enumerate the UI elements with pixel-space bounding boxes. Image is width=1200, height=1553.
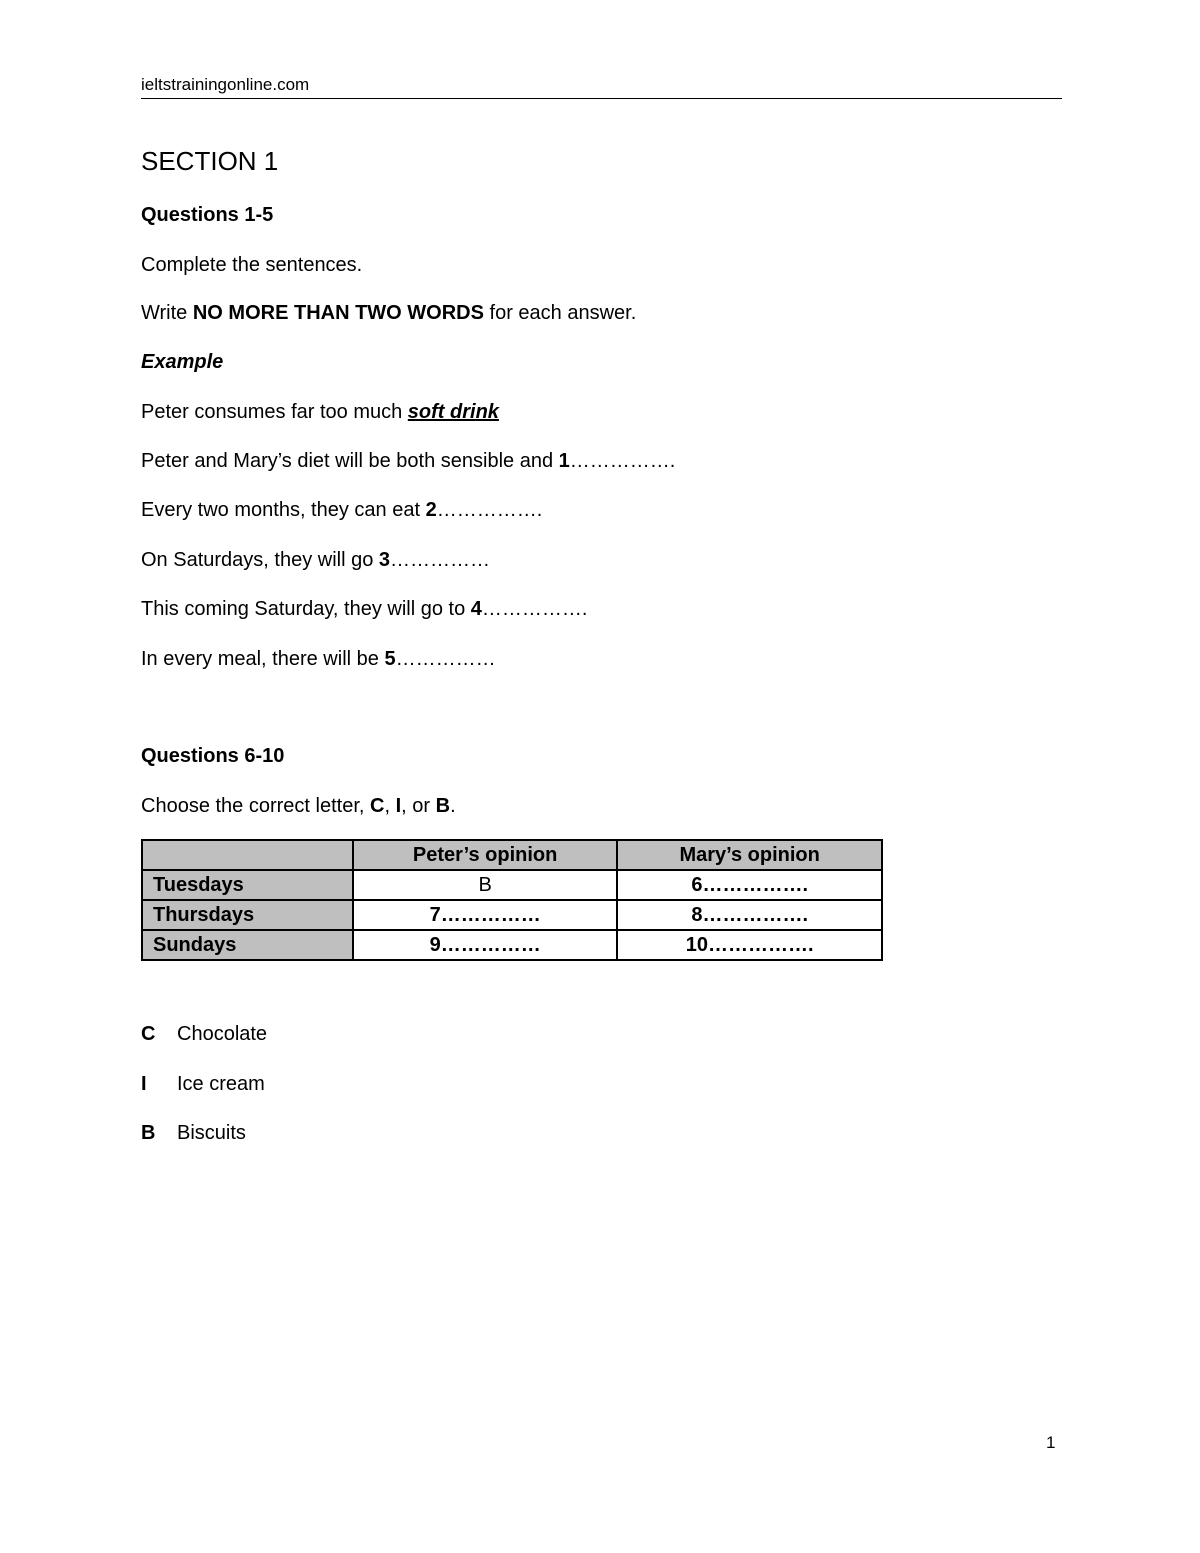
question-3: On Saturdays, they will go 3…………… [141,549,491,571]
option-ice-cream: I Ice cream [141,1073,265,1095]
peter-answer: 7…………… [353,900,617,930]
mary-answer: 8……………. [617,900,882,930]
example-label: Example [141,351,224,373]
question-4: This coming Saturday, they will go to 4……………. [141,598,588,620]
instruction-complete: Complete the sentences. [141,254,363,276]
example-answer: soft drink [407,401,499,423]
table-row [142,870,882,900]
row-day: Thursdays [142,900,353,930]
table-header-mary: Mary’s opinion [617,840,882,870]
example-sentence: Peter consumes far too much soft drink [141,401,499,423]
mary-answer: 10……………. [617,930,882,960]
table-header-row [142,840,882,870]
row-day: Sundays [142,930,353,960]
table-row [142,930,882,960]
question-5: In every meal, there will be 5…………… [141,648,496,670]
section-title: SECTION 1 [141,146,279,176]
instruction-choose: Choose the correct letter, C, I, or B. [141,795,456,817]
question-2: Every two months, they can eat 2……………. [141,499,543,521]
mary-answer: 6……………. [617,870,882,900]
site-header: ieltstrainingonline.com [141,74,1062,99]
questions-6-10-heading: Questions 6-10 [141,745,285,767]
peter-answer: 9…………… [353,930,617,960]
question-1: Peter and Mary’s diet will be both sensible and 1……………. [141,450,676,472]
option-biscuits: B Biscuits [141,1122,246,1144]
table-header-peter: Peter’s opinion [353,840,617,870]
instruction-write: Write NO MORE THAN TWO WORDS for each answer. [141,302,637,324]
table-header-blank [142,840,353,870]
table-row [142,900,882,930]
option-chocolate: C Chocolate [141,1023,268,1045]
opinion-table [141,839,883,961]
page-number: 1 [1046,1433,1056,1452]
row-day: Tuesdays [142,870,353,900]
questions-1-5-heading: Questions 1-5 [141,204,274,226]
peter-answer: B [353,870,617,900]
